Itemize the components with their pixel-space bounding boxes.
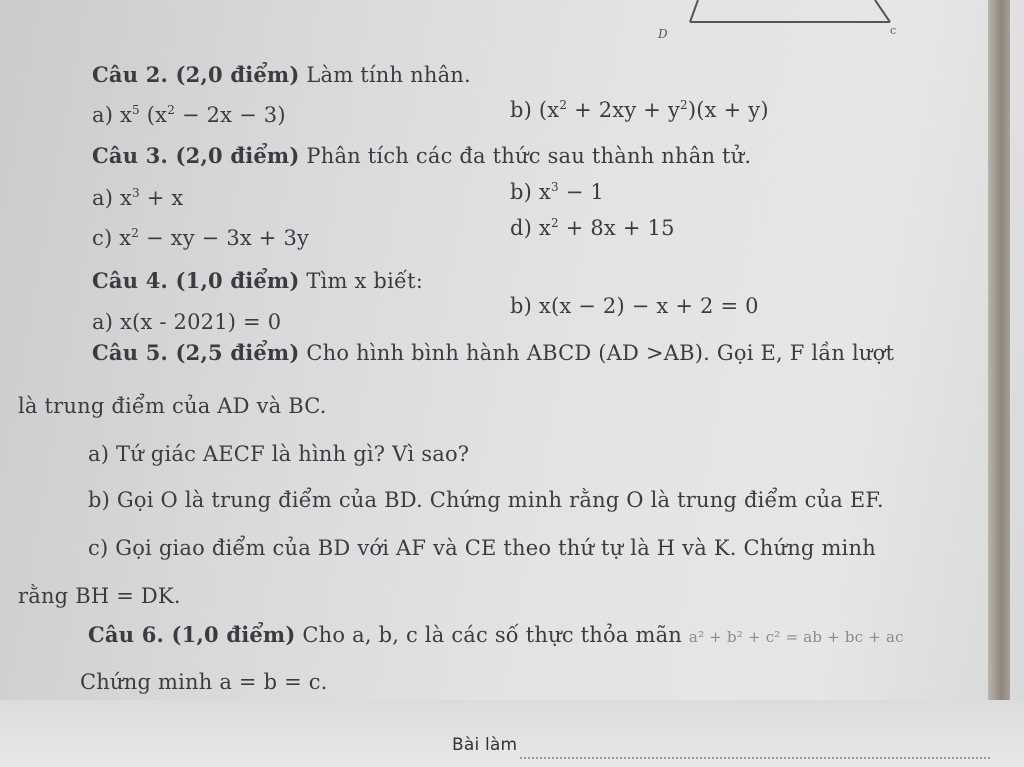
q3-text: Phân tích các đa thức sau thành nhân tử. — [306, 144, 752, 168]
q4-a: a) x(x - 2021) = 0 — [92, 310, 282, 334]
q3-a: a) $x^3 + x$ — [92, 186, 184, 210]
q2-text: Làm tính nhân. — [306, 63, 471, 87]
q4-b: b) x(x − 2) − x + 2 = 0 — [510, 294, 759, 318]
answer-heading: Bài làm — [452, 735, 518, 755]
answer-dotted-line — [520, 757, 990, 759]
q2-a: a) $x^5$ $(x^2 - 2x - 3)$ — [92, 103, 286, 127]
q3-b: b) $x^3 - 1$ — [510, 180, 604, 204]
q6-line — [88, 622, 904, 647]
q6-equation: a² + b² + c² = ab + bc + ac — [688, 628, 904, 646]
q4-heading: Câu 4. (1,0 điểm) — [92, 268, 300, 293]
q5-line — [92, 340, 894, 365]
q3-c: c) $x^2$ − xy − 3x + 3y — [92, 226, 310, 250]
q5-heading: Câu 5. (2,5 điểm) — [92, 340, 300, 365]
figure-label-d: D — [658, 27, 668, 40]
q4-line — [92, 268, 423, 293]
parallelogram-figure — [650, 0, 910, 40]
q6-heading: Câu 6. (1,0 điểm) — [88, 622, 296, 647]
q5-text: Cho hình bình hành ABCD (AD >AB). Gọi E, F lần lượt — [306, 341, 895, 365]
q5-b: b) Gọi O là trung điểm của BD. Chứng minh rằng O là trung điểm của EF. — [88, 488, 884, 512]
q5-c-2: rằng BH = DK. — [18, 584, 181, 608]
q2-line — [92, 62, 471, 87]
q5-c: c) Gọi giao điểm của BD với AF và CE theo thứ tự là H và K. Chứng minh — [88, 536, 876, 560]
q2-b: b) $(x^2 + 2xy + y^2)(x + y)$ — [510, 98, 769, 122]
q2-heading: Câu 2. (2,0 điểm) — [92, 62, 300, 87]
figure-label-c: c — [890, 24, 897, 37]
q6-text: Cho a, b, c là các số thực thỏa mãn — [302, 623, 683, 647]
q4-text: Tìm x biết: — [306, 269, 424, 293]
q3-line — [92, 143, 751, 168]
q5-text-2: là trung điểm của AD và BC. — [18, 394, 327, 418]
q6-text-2: Chứng minh a = b = c. — [80, 670, 328, 694]
q3-d: d) $x^2 + 8x + 15$ — [510, 216, 675, 240]
q3-heading: Câu 3. (2,0 điểm) — [92, 143, 300, 168]
q5-a: a) Tứ giác AECF là hình gì? Vì sao? — [88, 442, 470, 466]
paper-edge — [988, 0, 1010, 767]
